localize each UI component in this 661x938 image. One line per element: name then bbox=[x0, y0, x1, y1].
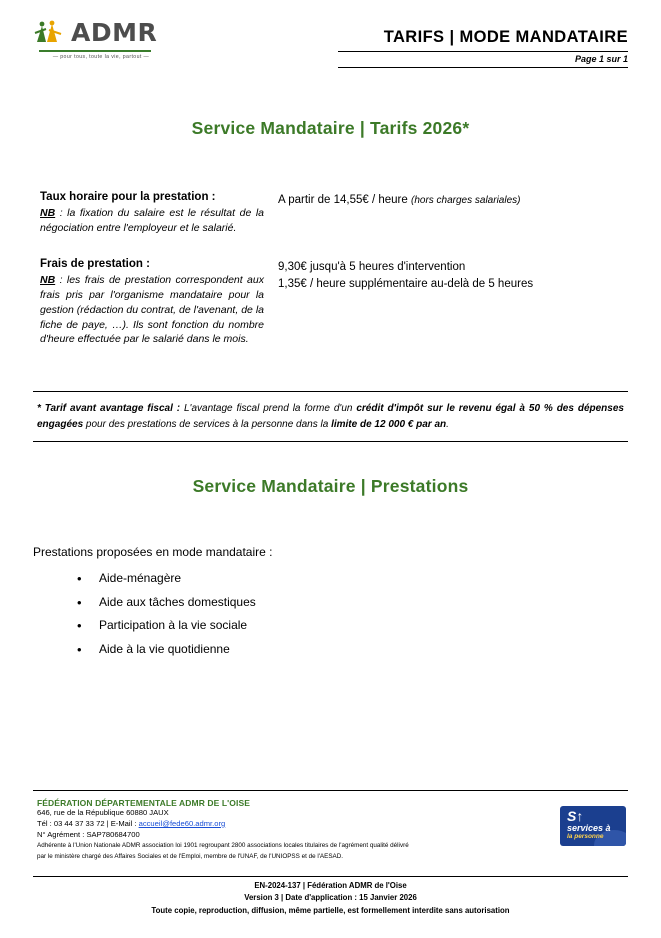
tarif-value-note: (hors charges salariales) bbox=[410, 195, 521, 206]
tarif-value: 9,30€ jusqu'à 5 heures d'intervention bbox=[278, 260, 466, 273]
tarifs-block bbox=[33, 191, 628, 347]
list-item: • Participation à la vie sociale bbox=[77, 614, 628, 637]
list-item: • Aide aux tâches domestiques bbox=[77, 591, 628, 614]
tarif-value bbox=[278, 192, 628, 209]
tarif-note bbox=[40, 273, 264, 348]
tarif-value-secondary: 1,35€ / heure supplémentaire au-delà de 5 heures bbox=[278, 278, 534, 291]
prestations-intro: Prestations proposées en mode mandataire : bbox=[33, 545, 273, 560]
footer-org-title: FÉDÉRATION DÉPARTEMENTALE ADMR DE L'OISE bbox=[37, 798, 251, 808]
footer-divider bbox=[33, 790, 628, 791]
admr-logo bbox=[33, 18, 233, 60]
tarif-value-cell bbox=[278, 258, 628, 294]
footer-legal-1: Adhérente à l'Union Nationale ADMR association loi 1901 regroupant 2800 associations locales titulaires de l'agrément qualité délivré bbox=[37, 842, 409, 850]
footer-contact bbox=[37, 819, 467, 830]
tarif-note-text: : la fixation du salaire est le résultat de la négociation entre l'employeur et le salarié. bbox=[40, 207, 264, 234]
header-divider bbox=[338, 51, 628, 52]
badge-mark: S↑ bbox=[567, 808, 584, 824]
footer-email-link[interactable]: accueil@fede60.admr.org bbox=[138, 818, 226, 828]
tarif-label: Taux horaire pour la prestation : bbox=[40, 191, 216, 203]
header-right-block bbox=[338, 18, 628, 68]
list-item: • Aide-ménagère bbox=[77, 567, 628, 590]
page-title: TARIFS | MODE MANDATAIRE bbox=[383, 28, 628, 46]
doc-version: Version 3 | Date d'application : 15 Janvier 2026 bbox=[244, 893, 417, 903]
admr-logo-icon bbox=[33, 20, 65, 46]
doc-copyright: Toute copie, reproduction, diffusion, même partielle, est formellement interdite sans autorisation bbox=[151, 905, 510, 915]
tarif-value-cell bbox=[278, 191, 628, 209]
fiscal-footnote bbox=[33, 392, 628, 441]
logo-tagline: — pour tous, toute la vie, partout — bbox=[52, 54, 150, 60]
footnote-bold-1: crédit d'impôt sur le revenu égal à 50 % des dépenses engagées bbox=[37, 403, 624, 430]
footnote-text-3: . bbox=[446, 418, 449, 430]
footnote-lead: * Tarif avant avantage fiscal : bbox=[37, 403, 181, 415]
list-item: • Aide à la vie quotidienne bbox=[77, 638, 628, 661]
document-header bbox=[33, 0, 628, 68]
badge-line-1: services à bbox=[567, 823, 611, 833]
prestations-list bbox=[33, 567, 628, 661]
page-indicator: Page 1 sur 1 bbox=[574, 54, 628, 64]
badge-line-2: la personne bbox=[567, 833, 604, 840]
tarif-description bbox=[40, 191, 278, 236]
admr-logo-text: ADMR bbox=[71, 18, 158, 47]
tarif-value-main: A partir de 14,55€ / heure bbox=[278, 194, 411, 206]
footer-contact-block bbox=[37, 798, 467, 861]
footer-legal-2: par le ministère chargé des Affaires Sociales et de l'Emploi, membre de l'UNAF, de l'UNIOPSS et de l'AESAD. bbox=[37, 852, 344, 860]
tarif-description bbox=[40, 258, 278, 348]
tarif-row bbox=[40, 258, 628, 348]
logo-underline bbox=[39, 50, 151, 52]
sap-services-badge bbox=[560, 806, 626, 846]
section-title-prestations: Service Mandataire | Prestations bbox=[192, 476, 469, 497]
tarif-note-text: : les frais de prestation correspondent aux frais pris par l'organisme mandataire pour la gestion (rédaction du contrat, de l'avenant, de la fiche de paye, …). Ils sont fonction du nombre d'heure effectuée par le salarié dans le mois. bbox=[40, 273, 264, 346]
tarif-row bbox=[40, 191, 628, 236]
footnote-text-1: L'avantage fiscal prend la forme d'un bbox=[180, 403, 357, 415]
section-title-tarifs: Service Mandataire | Tarifs 2026* bbox=[191, 118, 470, 138]
document-reference-block bbox=[33, 880, 628, 917]
tarif-label: Frais de prestation : bbox=[40, 257, 150, 270]
footnote-bold-2: limite de 12 000 € par an bbox=[331, 418, 447, 430]
bottom-divider bbox=[33, 876, 628, 877]
footnote-divider-bottom bbox=[33, 441, 628, 442]
tarif-note bbox=[40, 206, 264, 236]
footer-phone: Tél : 03 44 37 33 72 | E-Mail : bbox=[37, 818, 139, 828]
footer-address: 646, rue de la République 60880 JAUX bbox=[37, 808, 169, 817]
tarif-note-nb: NB bbox=[40, 207, 56, 219]
tarif-note-nb: NB bbox=[40, 273, 56, 286]
footnote-text-2: pour des prestations de services à la personne dans la bbox=[83, 418, 332, 430]
doc-reference: EN-2024-137 | Fédération ADMR de l'Oise bbox=[254, 881, 407, 890]
footer-agrement: N° Agrément : SAP780684700 bbox=[37, 829, 140, 839]
header-divider-2 bbox=[338, 67, 628, 68]
